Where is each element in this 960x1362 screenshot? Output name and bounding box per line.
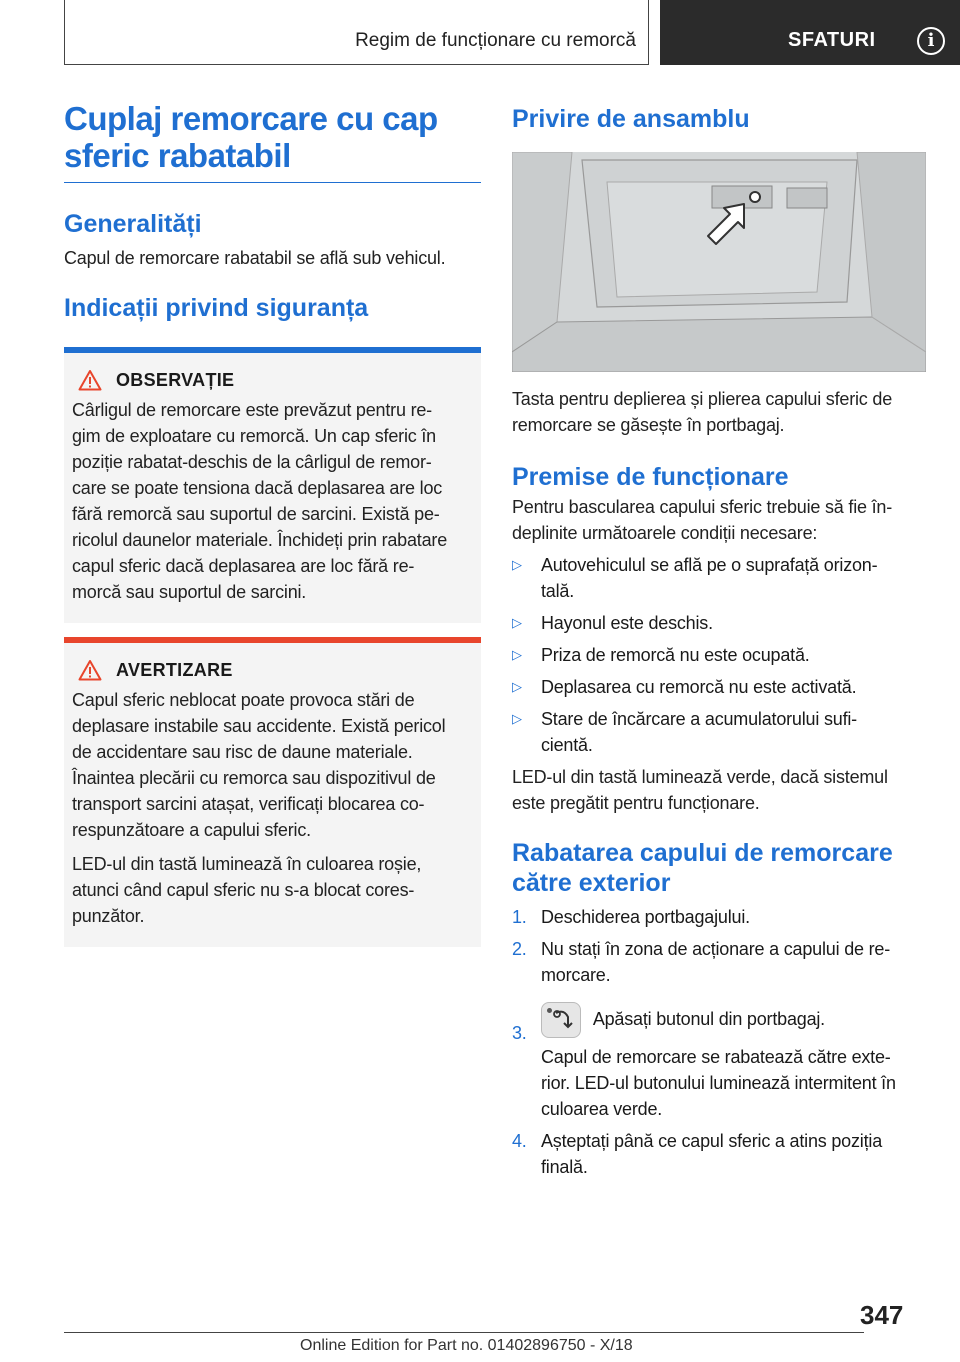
page-title: Cuplaj remorcare cu cap sferic rabatabil bbox=[64, 100, 438, 174]
step-item: 3. Apăsați butonul din portbagaj. Capul de remorcare se rabatează către exte- rior. LED-ul butonului luminează intermitent în culoarea verde. bbox=[512, 1002, 930, 1122]
list-item: ▷ Stare de încărcare a acumulatorului sufi- cientă. bbox=[512, 709, 857, 755]
warning-triangle-icon bbox=[78, 659, 102, 681]
step-item: 4. Așteptați până ce capul sferic a atins poziția finală. bbox=[512, 1131, 883, 1177]
overview-heading: Privire de ansamblu bbox=[512, 105, 750, 133]
general-heading: Generalități bbox=[64, 210, 202, 238]
info-icon: i bbox=[917, 27, 945, 55]
title-divider bbox=[64, 182, 481, 183]
chapter-tab bbox=[660, 0, 960, 65]
unfold-heading: Rabatarea capului de remorcare către exterior bbox=[512, 839, 893, 897]
right-column bbox=[512, 100, 930, 1180]
list-item: ▷ Priza de remorcă nu este ocupată. bbox=[512, 645, 810, 665]
left-column bbox=[64, 100, 481, 947]
safety-heading: Indicații privind siguranța bbox=[64, 294, 369, 322]
tow-button-icon bbox=[541, 1002, 581, 1038]
notice-text: Cârligul de remorcare este prevăzut pentru re- gim de exploatare cu remorcă. Un cap sferic în poziție rabatat-deschis de la cârligul de remor- care se poate tensiona dacă deplasarea are loc fără remorcă sau suportul de sarcini. Există pe- ricolul daunelor materiale. Închideți prin rabatare capul sferic dacă deplasarea are loc fără re- morcă sau suportul de sarcini. bbox=[72, 400, 448, 602]
general-text: Capul de remorcare rabatabil se află sub vehicul. bbox=[64, 248, 446, 268]
premises-heading: Premise de funcționare bbox=[512, 463, 789, 491]
step-item: 2. Nu stați în zona de acționare a capului de re- morcare. bbox=[512, 939, 891, 985]
list-item: ▷ Autovehiculul se află pe o suprafață orizon- tală. bbox=[512, 555, 878, 601]
step-item: 1. Deschiderea portbagajului. bbox=[512, 907, 750, 927]
led-ready-text: LED-ul din tastă luminează verde, dacă sistemul este pregătit pentru funcționare. bbox=[512, 767, 888, 813]
notice-title: OBSERVAȚIE bbox=[72, 369, 473, 391]
step-3-result: Capul de remorcare se rabatează către exte- rior. LED-ul butonului luminează intermitent în culoarea verde. bbox=[541, 1047, 896, 1119]
unfold-steps bbox=[512, 904, 930, 1180]
premises-intro: Pentru bascularea capului sferic trebuie să fie în- deplinite următoarele condiții necesare: bbox=[512, 497, 893, 543]
edition-note: Online Edition for Part no. 01402896750 - X/18 bbox=[300, 1337, 633, 1354]
notice-box bbox=[64, 347, 481, 623]
page-header bbox=[64, 0, 960, 65]
section-tab bbox=[64, 0, 649, 65]
premises-list bbox=[512, 552, 930, 758]
illustration-caption: Tasta pentru deplierea și plierea capului sferic de remorcare se găsește în portbagaj. bbox=[512, 389, 893, 435]
warning-title: AVERTIZARE bbox=[72, 659, 473, 681]
warning-led-text: LED-ul din tastă luminează în culoarea roșie, atunci când capul sferic nu s-a blocat cores- punzător. bbox=[72, 854, 422, 926]
list-item: ▷ Deplasarea cu remorcă nu este activată. bbox=[512, 677, 857, 697]
warning-triangle-icon bbox=[78, 369, 102, 391]
list-item: ▷ Hayonul este deschis. bbox=[512, 613, 713, 633]
footer-divider bbox=[64, 1332, 864, 1333]
chapter-title: SFATURI bbox=[788, 29, 876, 51]
section-title: Regim de funcționare cu remorcă bbox=[355, 30, 636, 51]
page-number: 347 bbox=[860, 1300, 904, 1330]
trunk-drawing bbox=[512, 152, 926, 372]
warning-box bbox=[64, 637, 481, 947]
warning-text: Capul sferic neblocat poate provoca stări de deplasare instabile sau accidente. Există pericol de accidentare sau risc de daune materiale. Înaintea plecării cu remorca sau dispozitivul de transport sarcini atașat, verificați blocarea co- respunzătoare a capului sferic. bbox=[72, 690, 446, 840]
trunk-illustration bbox=[512, 152, 926, 372]
